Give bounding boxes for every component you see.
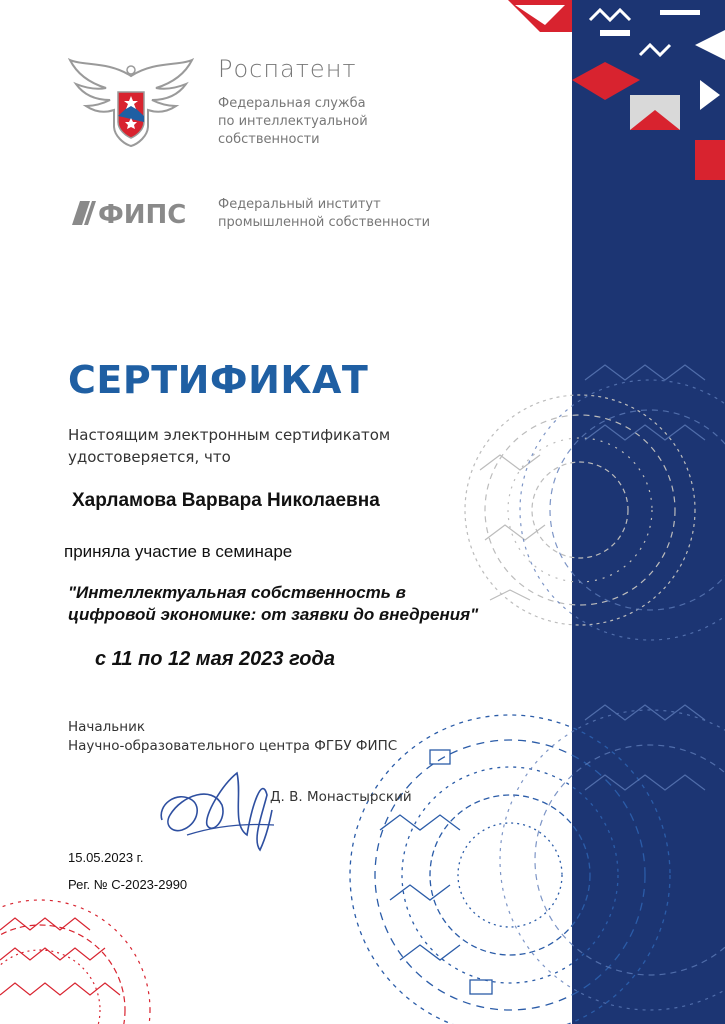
issue-date: 15.05.2023 г. xyxy=(68,850,144,865)
seminar-dates: с 11 по 12 мая 2023 года xyxy=(95,648,335,670)
org-title: Роспатент xyxy=(218,55,357,83)
signature-icon xyxy=(152,765,277,855)
org-subtitle-line: собственности xyxy=(218,132,320,147)
fips-logo-icon xyxy=(70,197,196,227)
seminar-line: цифровой экономике: от заявки до внедрения" xyxy=(68,605,479,624)
intro-text xyxy=(68,424,390,468)
institute-name xyxy=(218,196,430,232)
org-subtitle xyxy=(218,95,368,149)
institute-line: промышленной собственности xyxy=(218,215,431,230)
seminar-line: "Интеллектуальная собственность в xyxy=(68,583,406,602)
signer-role-line: Научно-образовательного центра ФГБУ ФИПС xyxy=(68,738,398,754)
certificate-title: СЕРТИФИКАТ xyxy=(68,358,369,402)
intro-line: удостоверяется, что xyxy=(68,448,231,466)
org-subtitle-line: по интеллектуальной xyxy=(218,114,368,129)
institute-line: Федеральный институт xyxy=(218,197,381,212)
fips-logo-text: ФИПС xyxy=(98,200,187,227)
registration-number: Рег. № С-2023-2990 xyxy=(68,877,188,892)
seminar-title xyxy=(68,582,478,626)
signer-role xyxy=(68,718,397,756)
recipient-name: Харламова Варвара Николаевна xyxy=(72,490,380,511)
intro-line: Настоящим электронным сертификатом xyxy=(68,426,391,444)
signer-role-line: Начальник xyxy=(68,719,146,735)
red-pattern-corner xyxy=(0,900,150,1024)
signer-name: Д. В. Монастырский xyxy=(270,789,412,805)
participation-text: приняла участие в семинаре xyxy=(64,542,293,561)
org-subtitle-line: Федеральная служба xyxy=(218,96,366,111)
eagle-emblem-icon xyxy=(68,56,194,148)
